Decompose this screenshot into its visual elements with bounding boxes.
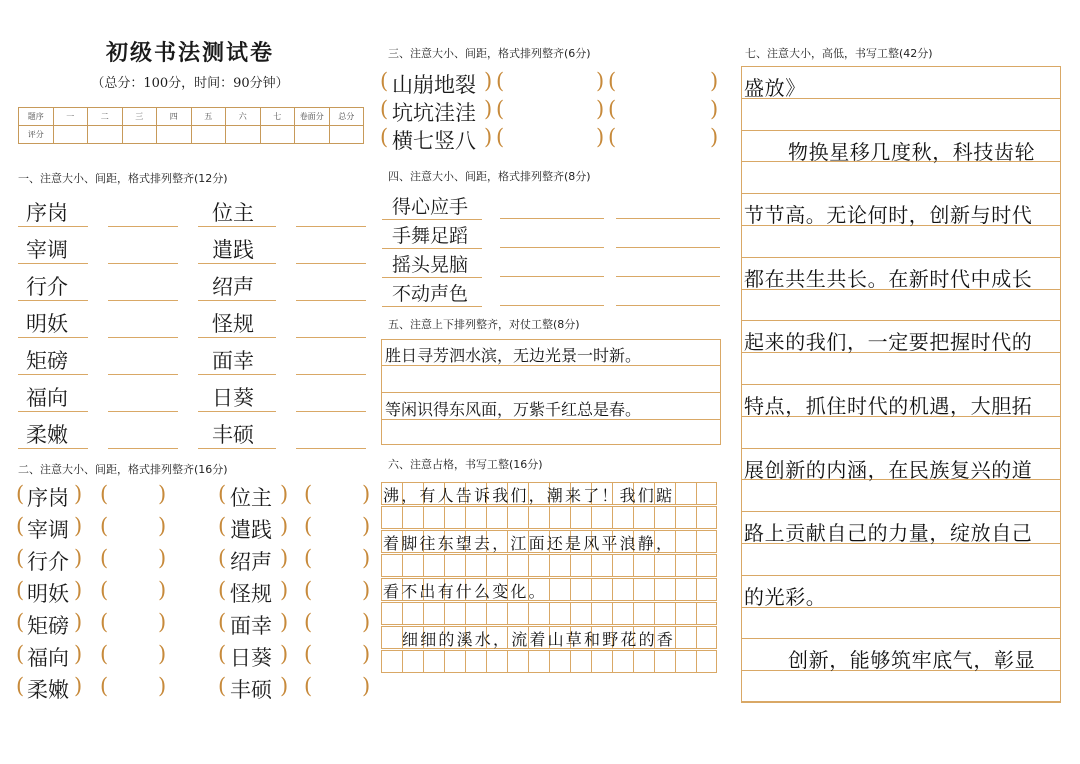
paren-close: ) [158,610,167,634]
section1-answer-line [296,263,366,264]
section7-rule [741,511,1061,512]
section2-word-left: 矩磅 [27,614,69,638]
section7-line: 路上贡献自己的力量，绽放自己 [744,521,1033,546]
section7-line: 物换星移几度秋，科技齿轮 [788,139,1036,164]
paren-close: ) [74,642,83,666]
paren-close: ) [710,69,719,93]
paren-close: ) [74,514,83,538]
section6-grid-cell [423,554,444,577]
section6-grid-cell [507,602,528,625]
section7-line: 创新，能够筑牢底气，彰显 [788,648,1036,673]
section7-rule [741,638,1061,639]
paren-close: ) [158,546,167,570]
paren-close: ) [74,578,83,602]
section6-grid-cell [465,506,486,529]
section4-underline [382,306,482,307]
score-table [18,107,364,144]
section1-underline [18,226,88,227]
paren-close: ) [280,642,289,666]
section1-answer-line [108,300,178,301]
section1-answer-line [296,448,366,449]
section5-line: 胜日寻芳泗水滨，无边光景一时新。 [385,346,642,365]
section4-answer-line [500,276,604,277]
section6-grid-cell [549,506,570,529]
paren-close: ) [710,97,719,121]
section1-word-left: 行介 [26,275,68,299]
score-cell [88,126,123,144]
paren-open: ( [304,610,313,634]
paren-open: ( [380,97,389,121]
section1-word-left: 宰调 [26,238,68,262]
paren-open: ( [304,482,313,506]
section1-answer-line [296,226,366,227]
paren-open: ( [100,610,109,634]
section1-word-right: 面幸 [212,349,254,373]
section2-word-left: 明妖 [27,582,69,606]
paren-close: ) [280,514,289,538]
section6-grid-cell [570,506,591,529]
section1-underline [198,337,276,338]
paren-open: ( [100,674,109,698]
section4-underline [382,219,482,220]
paren-close: ) [596,97,605,121]
section6-grid-cell [549,650,570,673]
section6-grid-cell [381,554,402,577]
score-cell [260,126,295,144]
section7-rule [741,257,1061,258]
section6-grid-cell [696,650,717,673]
section1-word-left: 柔嫩 [26,423,68,447]
section4-idiom: 不动声色 [392,283,469,305]
paren-open: ( [218,482,227,506]
section6-grid-cell [654,506,675,529]
paren-close: ) [484,97,493,121]
section3-heading: 三、注意大小、间距，格式排列整齐(6分) [388,47,591,60]
section6-grid-cell [675,554,696,577]
section1-underline [18,300,88,301]
paren-open: ( [496,97,505,121]
page-subtitle: （总分：100分，时间：90分钟） [91,76,289,91]
section6-grid-cell [402,554,423,577]
section2-word-left: 宰调 [27,518,69,542]
section1-answer-line [296,337,366,338]
section1-underline [198,448,276,449]
section2-word-left: 福向 [27,646,69,670]
section6-grid-cell [528,650,549,673]
section7-rule [741,448,1061,449]
section6-grid-cell [570,602,591,625]
section6-grid-cell [402,506,423,529]
section6-grid-cell [465,554,486,577]
paren-open: ( [608,125,617,149]
section6-grid-cell [549,578,570,601]
section6-grid-cell [675,506,696,529]
section6-grid-cell [444,506,465,529]
section6-line: 看不出有什么变化。 [383,582,547,601]
score-header-cell: 七 [260,108,295,126]
section7-line: 节节高。无论何时，创新与时代 [744,203,1033,228]
section1-answer-line [108,374,178,375]
paren-open: ( [496,125,505,149]
section6-grid-cell [696,578,717,601]
paren-open: ( [218,578,227,602]
score-cell [295,126,330,144]
section6-grid-cell [696,554,717,577]
section4-answer-line [616,276,720,277]
score-cell [122,126,157,144]
section6-grid-cell [528,602,549,625]
paren-close: ) [158,514,167,538]
section6-grid-cell [675,482,696,505]
score-table-score-row [19,126,364,144]
section1-answer-line [108,337,178,338]
section4-answer-line [616,218,720,219]
paren-open: ( [608,97,617,121]
section6-grid-cell [444,650,465,673]
section6-grid-cell [528,506,549,529]
section6-grid-cell [612,650,633,673]
paren-close: ) [596,69,605,93]
score-row-label: 评分 [19,126,54,144]
section6-grid-cell [486,506,507,529]
section5-line: 等闲识得东风面，万紫千红总是春。 [385,400,642,419]
section1-answer-line [108,411,178,412]
section4-answer-line [500,247,604,248]
score-cell [191,126,226,144]
section7-line: 的光彩。 [744,584,827,609]
section4-idiom: 得心应手 [392,196,469,218]
section6-grid-cell [570,554,591,577]
paren-open: ( [218,674,227,698]
section6-grid-cell [675,650,696,673]
section7-line: 展创新的内涵，在民族复兴的道 [744,457,1033,482]
section1-word-right: 位主 [212,201,254,225]
section6-grid-cell [423,602,444,625]
section6-grid-cell [381,602,402,625]
paren-open: ( [16,610,25,634]
paren-open: ( [16,642,25,666]
score-header-cell: 总分 [329,108,364,126]
score-cell [226,126,261,144]
score-cell [53,126,88,144]
section6-grid-cell [633,578,654,601]
section4-underline [382,248,482,249]
section2-word-left: 柔嫩 [27,678,69,702]
paren-close: ) [74,610,83,634]
section6-grid-cell [696,506,717,529]
paren-open: ( [304,642,313,666]
score-cell [329,126,364,144]
section1-word-left: 明妖 [26,312,68,336]
section6-grid-cell [633,650,654,673]
section1-underline [198,411,276,412]
section1-word-left: 序岗 [26,201,68,225]
section3-idiom: 横七竖八 [392,129,476,153]
section1-word-right: 丰硕 [212,423,254,447]
section2-word-left: 序岗 [27,486,69,510]
section6-grid-cell [654,554,675,577]
paren-open: ( [100,514,109,538]
section6-grid-cell [507,650,528,673]
paren-close: ) [362,514,371,538]
section1-underline [18,448,88,449]
section4-answer-line [500,218,604,219]
score-table-header-row [19,108,364,126]
paren-close: ) [362,642,371,666]
section6-grid-cell [381,506,402,529]
section4-answer-line [616,247,720,248]
section1-word-right: 日葵 [212,386,254,410]
paren-close: ) [362,610,371,634]
section6-grid-cell [465,650,486,673]
paren-open: ( [100,642,109,666]
section6-grid-cell [612,554,633,577]
section3-idiom: 坑坑洼洼 [392,101,476,125]
section1-underline [198,263,276,264]
section2-word-right: 丰硕 [230,678,272,702]
paren-open: ( [304,578,313,602]
section6-grid-cell [696,530,717,553]
paren-close: ) [362,578,371,602]
section2-word-right: 遣践 [230,518,272,542]
paren-open: ( [218,514,227,538]
section6-grid-cell [486,602,507,625]
paren-close: ) [158,642,167,666]
paren-close: ) [280,578,289,602]
section4-underline [382,277,482,278]
section7-rule [741,320,1061,321]
section6-grid-cell [675,602,696,625]
paren-close: ) [596,125,605,149]
section2-heading: 二、注意大小、间距，格式排列整齐(16分) [18,463,228,476]
paren-open: ( [218,610,227,634]
paren-close: ) [280,674,289,698]
section6-grid-cell [696,482,717,505]
section6-grid-cell [633,506,654,529]
section1-underline [198,226,276,227]
section7-line: 盛放》 [744,76,806,100]
paren-open: ( [304,514,313,538]
paren-close: ) [484,125,493,149]
section4-heading: 四、注意大小、间距，格式排列整齐(8分) [388,170,591,183]
section6-grid-cell [591,578,612,601]
paren-open: ( [608,69,617,93]
paren-close: ) [74,482,83,506]
section6-grid-row [381,506,717,529]
section6-grid-cell [654,578,675,601]
paren-close: ) [280,610,289,634]
paren-close: ) [710,125,719,149]
section1-answer-line [108,448,178,449]
paren-close: ) [484,69,493,93]
section6-line: 着脚往东望去，江面还是风平浪静， [383,534,675,553]
score-header-cell: 六 [226,108,261,126]
section6-grid-cell [507,554,528,577]
section7-rule [741,193,1061,194]
section1-answer-line [108,263,178,264]
section6-grid-cell [486,554,507,577]
paren-close: ) [362,546,371,570]
section1-answer-line [296,300,366,301]
section6-grid-cell [612,578,633,601]
paren-open: ( [100,482,109,506]
section6-grid-cell [486,650,507,673]
paren-open: ( [16,674,25,698]
section6-grid-cell [675,626,696,649]
section6-grid-cell [507,506,528,529]
paren-open: ( [16,578,25,602]
section6-grid-cell [591,554,612,577]
section4-answer-line [500,305,604,306]
section1-word-left: 矩磅 [26,349,68,373]
score-header-cell: 三 [122,108,157,126]
section7-line: 起来的我们，一定要把握时代的 [744,330,1033,355]
section6-grid-cell [381,626,402,649]
section6-grid-cell [612,506,633,529]
section6-grid-cell [528,554,549,577]
section7-rule [741,130,1061,131]
paren-open: ( [380,125,389,149]
section6-grid-cell [570,650,591,673]
section6-grid-cell [465,602,486,625]
section6-grid-cell [591,506,612,529]
paren-open: ( [380,69,389,93]
section2-word-right: 绍声 [230,550,272,574]
section6-grid-cell [633,602,654,625]
score-header-cell: 题序 [19,108,54,126]
paren-open: ( [100,578,109,602]
section6-grid-cell [381,650,402,673]
section6-grid-cell [675,578,696,601]
section4-answer-line [616,305,720,306]
section2-word-right: 怪规 [230,582,272,606]
paren-close: ) [158,578,167,602]
section7-line: 特点，抓住时代的机遇，大胆拓 [744,394,1033,418]
paren-open: ( [16,514,25,538]
section6-heading: 六、注意占格，书写工整(16分) [388,458,543,471]
section6-grid-cell [549,602,570,625]
section1-word-right: 遣践 [212,238,254,262]
paren-close: ) [362,674,371,698]
paren-open: ( [218,642,227,666]
score-header-cell: 二 [88,108,123,126]
section6-grid-cell [633,554,654,577]
section5-rule [381,392,721,393]
paren-open: ( [304,546,313,570]
section2-word-right: 面幸 [230,614,272,638]
paren-close: ) [74,546,83,570]
section7-heading: 七、注意大小，高低，书写工整(42分) [745,47,933,60]
paren-open: ( [16,482,25,506]
section1-underline [18,374,88,375]
section6-grid-row [381,554,717,577]
section1-underline [198,300,276,301]
section7-rule [741,702,1061,703]
section6-grid-cell [444,554,465,577]
paren-close: ) [158,674,167,698]
section6-grid-cell [423,506,444,529]
score-header-cell: 一 [53,108,88,126]
section7-line: 都在共生共长。在新时代中成长 [744,266,1033,291]
paren-close: ) [280,482,289,506]
section1-underline [18,411,88,412]
section1-word-right: 怪规 [212,312,254,336]
section6-grid-cell [444,602,465,625]
section5-heading: 五、注意上下排列整齐，对仗工整(8分) [388,318,580,331]
section6-line: 细细的溪水，流着山草和野花的香 [402,630,676,649]
score-cell [157,126,192,144]
section1-word-right: 绍声 [212,275,254,299]
score-header-cell: 四 [157,108,192,126]
section1-heading: 一、注意大小、间距，格式排列整齐(12分) [18,172,228,185]
section6-grid-cell [591,650,612,673]
section6-grid-cell [570,578,591,601]
paren-open: ( [218,546,227,570]
section2-word-left: 行介 [27,550,69,574]
page-title: 初级书法测试卷 [105,40,274,66]
section3-idiom: 山崩地裂 [392,73,476,97]
section2-word-right: 位主 [230,486,272,510]
paren-open: ( [496,69,505,93]
paren-open: ( [304,674,313,698]
section4-idiom: 手舞足蹈 [392,225,469,247]
section6-grid-row [381,650,717,673]
section6-grid-cell [654,650,675,673]
section1-answer-line [296,374,366,375]
section6-grid-cell [549,554,570,577]
section6-grid-cell [696,626,717,649]
paren-close: ) [362,482,371,506]
section6-grid-cell [402,650,423,673]
section7-rule [741,384,1061,385]
section6-grid-row [381,602,717,625]
section1-answer-line [296,411,366,412]
score-header-cell: 卷面分 [295,108,330,126]
section6-grid-cell [675,530,696,553]
paren-close: ) [158,482,167,506]
section1-answer-line [108,226,178,227]
section6-grid-cell [696,602,717,625]
section2-word-right: 日葵 [230,646,272,670]
section7-rule [741,575,1061,576]
paren-close: ) [280,546,289,570]
section1-underline [18,337,88,338]
score-header-cell: 五 [191,108,226,126]
section6-grid-cell [402,602,423,625]
section6-grid-cell [423,650,444,673]
section6-grid-cell [612,602,633,625]
section1-underline [198,374,276,375]
paren-open: ( [100,546,109,570]
section1-underline [18,263,88,264]
paren-close: ) [74,674,83,698]
section4-idiom: 摇头晃脑 [392,254,469,276]
section6-grid-cell [654,602,675,625]
section6-line: 沸，有人告诉我们，潮来了！我们踮 [383,486,675,505]
section1-word-left: 福向 [26,386,68,410]
paren-open: ( [16,546,25,570]
section6-grid-cell [591,602,612,625]
